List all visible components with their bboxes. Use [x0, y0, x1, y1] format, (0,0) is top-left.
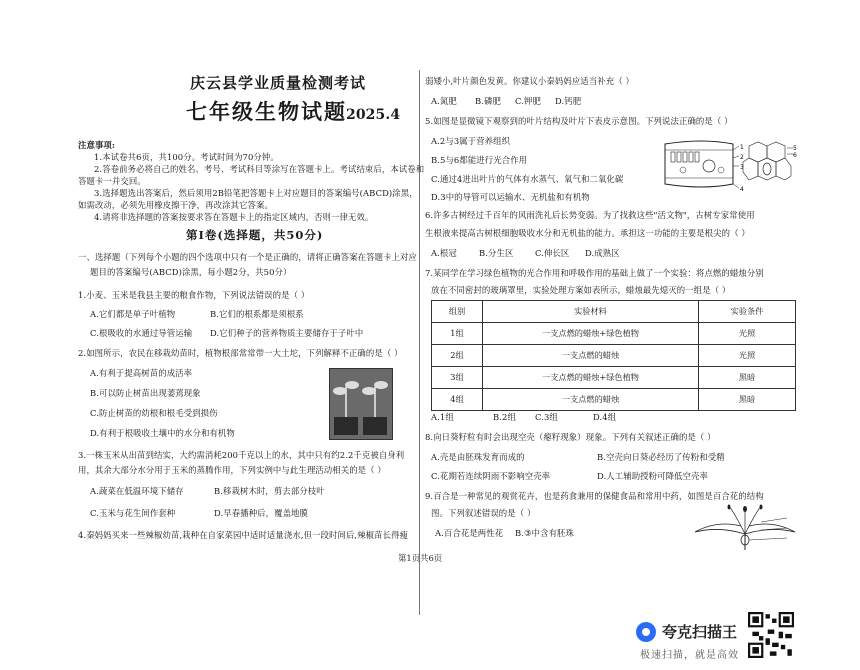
question-1: 1.小麦、玉米是我县主要的粮食作物，下列说法错误的是（ ）: [78, 290, 310, 300]
option: A.有利于提高树苗的成活率: [90, 368, 193, 378]
option: A.蔬菜在低温环境下储存: [90, 486, 184, 496]
question-9-cont: 图。下列叙述错误的是（ ）: [431, 508, 536, 518]
question-8: 8.向日葵籽粒有时会出现空壳（瘪籽现象）现象。下列有关叙述正确的是（ ）: [425, 432, 716, 442]
page-footer: 第1页共6页: [398, 553, 443, 563]
table-row: [432, 323, 796, 345]
option: C.3组: [535, 412, 558, 422]
option: C.玉米与花生间作套种: [90, 508, 176, 518]
exam-org: 庆云县学业质量检测考试: [190, 74, 367, 92]
option: D.4组: [593, 412, 617, 422]
option: D.它们种子的营养物质主要储存于子叶中: [210, 328, 364, 338]
table-header: 实验条件: [699, 301, 796, 323]
leaf-label: 3: [740, 164, 744, 171]
option: B.5与6都能进行光合作用: [431, 155, 528, 165]
option: A.1组: [431, 412, 454, 422]
scanner-name: 夸克扫描王: [662, 623, 738, 641]
option: B.2组: [493, 412, 516, 422]
question-5: 5.如图是显微镜下观察到的叶片结构及叶片下表皮示意图。下列说法正确的是（ ）: [425, 116, 733, 126]
table-cell: 光照: [699, 323, 796, 345]
option: A.它们都是单子叶植物: [90, 309, 176, 319]
table-header: 实验材料: [483, 301, 699, 323]
option: D.人工辅助授粉可降低空壳率: [597, 471, 708, 481]
option: C.钾肥: [515, 96, 541, 106]
option: C.花期若连续阴雨不影响空壳率: [431, 471, 551, 481]
note-item: 1.本试卷共6页，共100分。考试时间为70分钟。: [94, 152, 279, 162]
note-item: 4.请将非选择题的答案按要求答在答题卡上的指定区域内，否则一律无效。: [94, 212, 374, 222]
note-item: 2.答卷前务必将自己的姓名、考号、考试科目等涂写在答题卡上。考试结束后，本试卷和: [94, 164, 425, 174]
question-3: 3.一株玉米从出苗到结实，大约需消耗200千克以上的水，其中只有约2.2千克被自身利: [78, 450, 405, 460]
table-cell: 3组: [432, 367, 483, 389]
question-7: 7.某同学在学习绿色植物的光合作用和呼吸作用的基础上做了一个实验：将点燃的蜡烛分别: [425, 268, 764, 278]
column-divider: [419, 70, 420, 615]
leaf-label: 5: [793, 145, 797, 152]
leaf-label: 6: [793, 152, 797, 159]
option: B.移栽树木时，剪去部分枝叶: [214, 486, 325, 496]
question-2: 2.如图所示，农民在移栽幼苗时，植物根部常常带一大土坨，下列解释不正确的是（ ）: [78, 348, 403, 358]
lily-flower-diagram: [689, 504, 801, 552]
instruction-line: 一、选择题（下列每个小题的四个选项中只有一个是正确的，请将正确答案在答题卡上对应: [78, 252, 417, 262]
notes-heading: 注意事项:: [78, 140, 116, 150]
table-cell: 4组: [432, 389, 483, 411]
question-9: 9.百合是一种常见的观赏花卉，也是药食兼用的保健食品和常用中药，如图是百合花的结构: [425, 491, 764, 501]
table-cell: 一支点燃的蜡烛+绿色植物: [483, 367, 699, 389]
table-row: [432, 367, 796, 389]
page-title: 七年级生物试题: [186, 99, 347, 124]
table-row: [432, 389, 796, 411]
question-7-cont: 放在不同密封的玻璃罩里，实验处理方案如表所示，蜡烛最先熄灭的一组是（ ）: [431, 285, 731, 295]
option: B.分生区: [479, 248, 514, 258]
table-header: 组别: [432, 301, 483, 323]
option: B.磷肥: [475, 96, 501, 106]
table-cell: 1组: [432, 323, 483, 345]
question-4: 4.秦妈妈买来一些辣椒幼苗,栽种在自家菜园中适时适量浇水,但一段时间后,辣椒苗长得瘦: [78, 530, 409, 540]
quark-logo-icon: [636, 622, 656, 642]
scanner-slogan: 极速扫描，就是高效: [640, 650, 739, 661]
note-item: 如需改动，必须先用橡皮擦干净，再改涂其它答案。: [78, 200, 273, 210]
option: A.2与3属于营养组织: [431, 136, 511, 146]
option: D.3中的导管可以运输水、无机盐和有机物: [431, 192, 590, 202]
table-row: [432, 345, 796, 367]
option: C.伸长区: [535, 248, 570, 258]
section-heading: 第Ⅰ卷(选择题，共50分): [186, 228, 324, 242]
option: C.防止树苗的幼根和根毛受到损伤: [90, 408, 218, 418]
question-4-cont: 弱矮小,叶片颜色发黄。你建议小秦妈妈应适当补充（ ）: [425, 76, 634, 86]
option: A.氮肥: [431, 96, 457, 106]
leaf-structure-diagram: [663, 136, 798, 194]
table-cell: 黑暗: [699, 367, 796, 389]
table-cell: 一支点燃的蜡烛: [483, 389, 699, 411]
instruction-line: 题目的答案编号(ABCD)涂黑，每小题2分，共50分）: [90, 267, 292, 277]
question-3-cont: 用，其余大部分水分用于玉米的蒸腾作用，下列实例中与此生理活动相关的是（ ）: [78, 465, 386, 475]
option: C.根吸收的水通过导管运输: [90, 328, 193, 338]
table-cell: 一支点燃的蜡烛+绿色植物: [483, 323, 699, 345]
note-item: 3.选择题选出答案后，然后须用2B铅笔把答题卡上对应题目的答案编号(ABCD)涂黑，: [94, 188, 418, 198]
option: D.早春播种后，覆盖地膜: [214, 508, 309, 518]
table-cell: 光照: [699, 345, 796, 367]
leaf-label: 2: [740, 154, 744, 161]
table-cell: 一支点燃的蜡烛: [483, 345, 699, 367]
question-6-cont: 生根液来提高古树根细胞吸收水分和无机盐的能力。承担这一功能的主要是根尖的（ ）: [425, 228, 750, 238]
table-cell: 2组: [432, 345, 483, 367]
option: D.成熟区: [585, 248, 620, 258]
option: A.百合花是两性花: [435, 528, 504, 538]
table-cell: 黑暗: [699, 389, 796, 411]
seedling-photo: [329, 368, 393, 440]
leaf-label: 4: [740, 186, 744, 193]
option: A.根冠: [431, 248, 457, 258]
qr-code-icon: [748, 612, 794, 658]
note-item: 答题卡一并交回。: [78, 176, 146, 186]
experiment-table: [431, 300, 796, 411]
table-header-row: [432, 301, 796, 323]
option: B.空壳向日葵必经历了传粉和受精: [597, 452, 725, 462]
option: D.有利于根吸收土壤中的水分和有机物: [90, 428, 235, 438]
option: B.可以防止树苗出现萎蔫现象: [90, 388, 201, 398]
option: A.壳是由胚珠发育而成的: [431, 452, 525, 462]
option: B.③中含有胚珠: [515, 528, 574, 538]
leaf-label: 1: [740, 144, 744, 151]
option: C.通过4进出叶片的气体有水蒸气、氧气和二氧化碳: [431, 174, 624, 184]
question-6: 6.许多古树经过千百年的风雨洗礼后长势变弱。为了找救这些"活文物"，古树专家常使用: [425, 210, 755, 220]
exam-date: 2025.4: [346, 107, 401, 123]
option: D.钙肥: [555, 96, 582, 106]
option: B.它们的根系都是须根系: [210, 309, 304, 319]
